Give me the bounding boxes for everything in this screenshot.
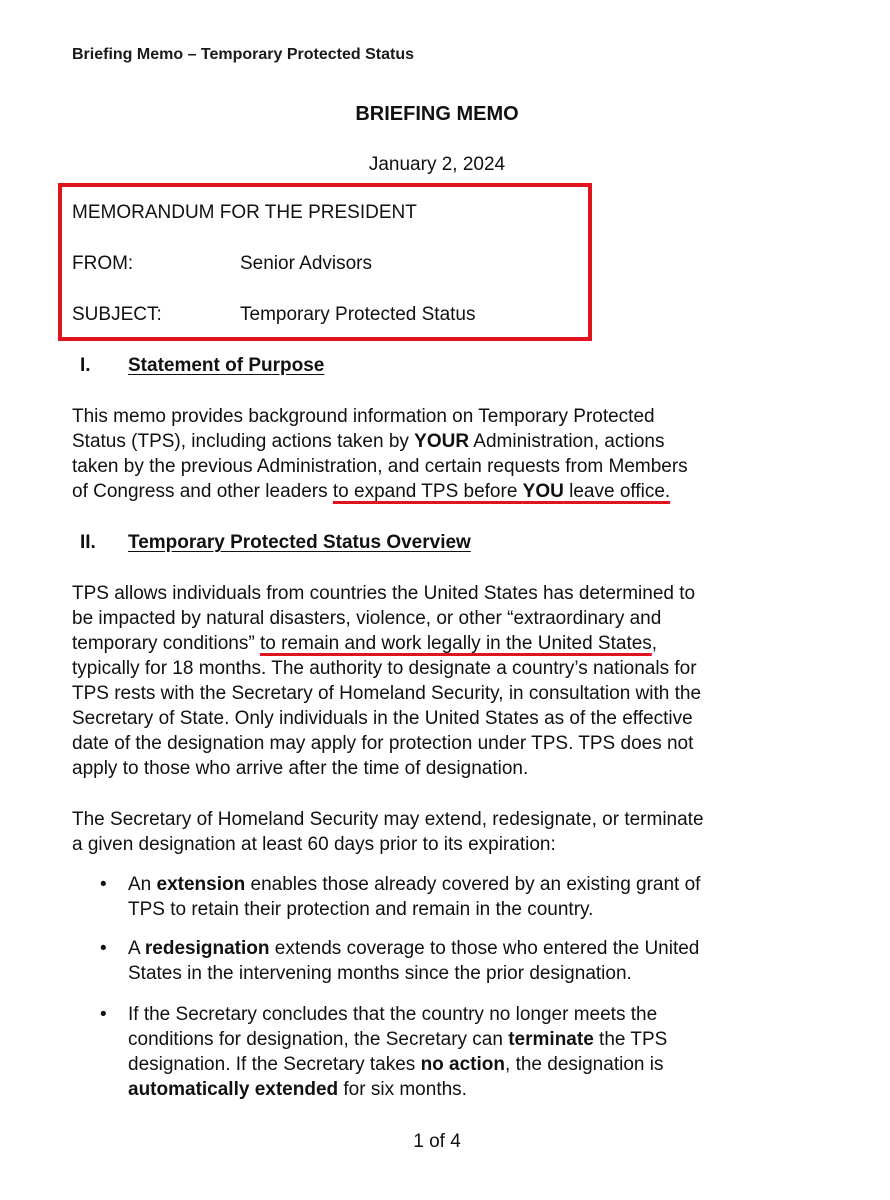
bullet-2-term: redesignation — [144, 938, 270, 959]
bullet-termination-text — [128, 1002, 808, 1102]
bullet-3-terminate: terminate — [508, 1029, 594, 1050]
bullet-1-rest: enables those already covered by an existing grant of — [245, 874, 701, 895]
bullet-2-prefix: A — [128, 938, 145, 959]
bullet-dot-icon: • — [100, 1004, 107, 1025]
memo-recipient: MEMORANDUM FOR THE PRESIDENT — [72, 202, 417, 223]
secretary-line-1: The Secretary of Homeland Security may extend, redesignate, or terminate — [72, 809, 704, 830]
purpose-you-emphasis: YOU — [522, 481, 564, 502]
overview-line-7: date of the designation may apply for protection under TPS. TPS does not — [72, 733, 694, 754]
bullet-3-auto-extended: automatically extended — [128, 1079, 339, 1100]
document-date: January 2, 2024 — [368, 154, 506, 175]
purpose-line-1: This memo provides background information on Temporary Protected — [72, 406, 655, 427]
section-1-number: I. — [80, 355, 91, 376]
overview-line-5: TPS rests with the Secretary of Homeland Security, in consultation with the — [72, 683, 702, 704]
memo-from-value: Senior Advisors — [240, 253, 373, 274]
running-header: Briefing Memo – Temporary Protected Status — [72, 46, 414, 63]
overview-line-6: Secretary of State. Only individuals in the United States as of the effective — [72, 708, 693, 729]
section-2-title: Temporary Protected Status Overview — [128, 532, 471, 553]
bullet-2-line-2: States in the intervening months since the prior designation. — [128, 963, 632, 984]
highlight-text-a: to expand TPS before — [332, 481, 523, 502]
highlight-text-c: leave office. — [563, 481, 671, 502]
secretary-line-2: a given designation at least 60 days prior to its expiration: — [72, 834, 556, 855]
bullet-dot-icon: • — [100, 938, 107, 959]
section-1-title: Statement of Purpose — [128, 355, 325, 376]
purpose-line-4a: of Congress and other leaders — [72, 481, 333, 502]
purpose-line-2c: Administration, actions — [469, 431, 665, 452]
bullet-3-line-2b: the TPS — [593, 1029, 668, 1050]
purpose-line-3: taken by the previous Administration, and certain requests from Members — [72, 456, 688, 477]
overview-line-3b: , — [651, 633, 658, 654]
bullet-3-line-3b: , the designation is — [505, 1054, 664, 1075]
overview-line-3a: temporary conditions” — [72, 633, 260, 654]
purpose-line-2a: Status (TPS), including actions taken by — [72, 431, 415, 452]
memo-subject-value: Temporary Protected Status — [240, 304, 476, 325]
section-2-number: II. — [80, 532, 96, 553]
overview-line-8: apply to those who arrive after the time of designation. — [72, 758, 529, 779]
overview-paragraph-2 — [72, 807, 812, 857]
bullet-1-prefix: An — [128, 874, 157, 895]
bullet-1-term: extension — [156, 874, 246, 895]
bullet-extension-text — [128, 872, 808, 922]
memo-subject-label: SUBJECT: — [72, 304, 162, 325]
memo-from-label: FROM: — [72, 253, 134, 274]
bullet-3-line-4b: for six months. — [338, 1079, 467, 1100]
bullet-3-line-3a: designation. If the Secretary takes — [128, 1054, 421, 1075]
overview-highlighted-phrase: to remain and work legally in the United States — [259, 633, 652, 654]
document-title: BRIEFING MEMO — [355, 103, 519, 125]
overview-paragraph-1 — [72, 581, 812, 781]
bullet-1-line-2: TPS to retain their protection and remain in the country. — [128, 899, 594, 920]
bullet-3-line-2a: conditions for designation, the Secretary can — [128, 1029, 509, 1050]
bullet-3-no-action: no action — [420, 1054, 506, 1075]
page-number: 1 of 4 — [413, 1131, 461, 1152]
bullet-dot-icon: • — [100, 874, 107, 895]
overview-line-1: TPS allows individuals from countries the United States has determined to — [72, 583, 696, 604]
bullet-2-rest: extends coverage to those who entered the United — [269, 938, 700, 959]
bullet-redesignation-text — [128, 936, 808, 986]
bullet-3-line-1: If the Secretary concludes that the country no longer meets the — [128, 1004, 658, 1025]
purpose-paragraph — [72, 404, 812, 504]
overview-line-4: typically for 18 months. The authority to designate a country’s nationals for — [72, 658, 697, 679]
overview-line-2: be impacted by natural disasters, violence, or other “extraordinary and — [72, 608, 662, 629]
purpose-highlighted-phrase — [333, 481, 670, 502]
purpose-your-emphasis: YOUR — [414, 431, 470, 452]
